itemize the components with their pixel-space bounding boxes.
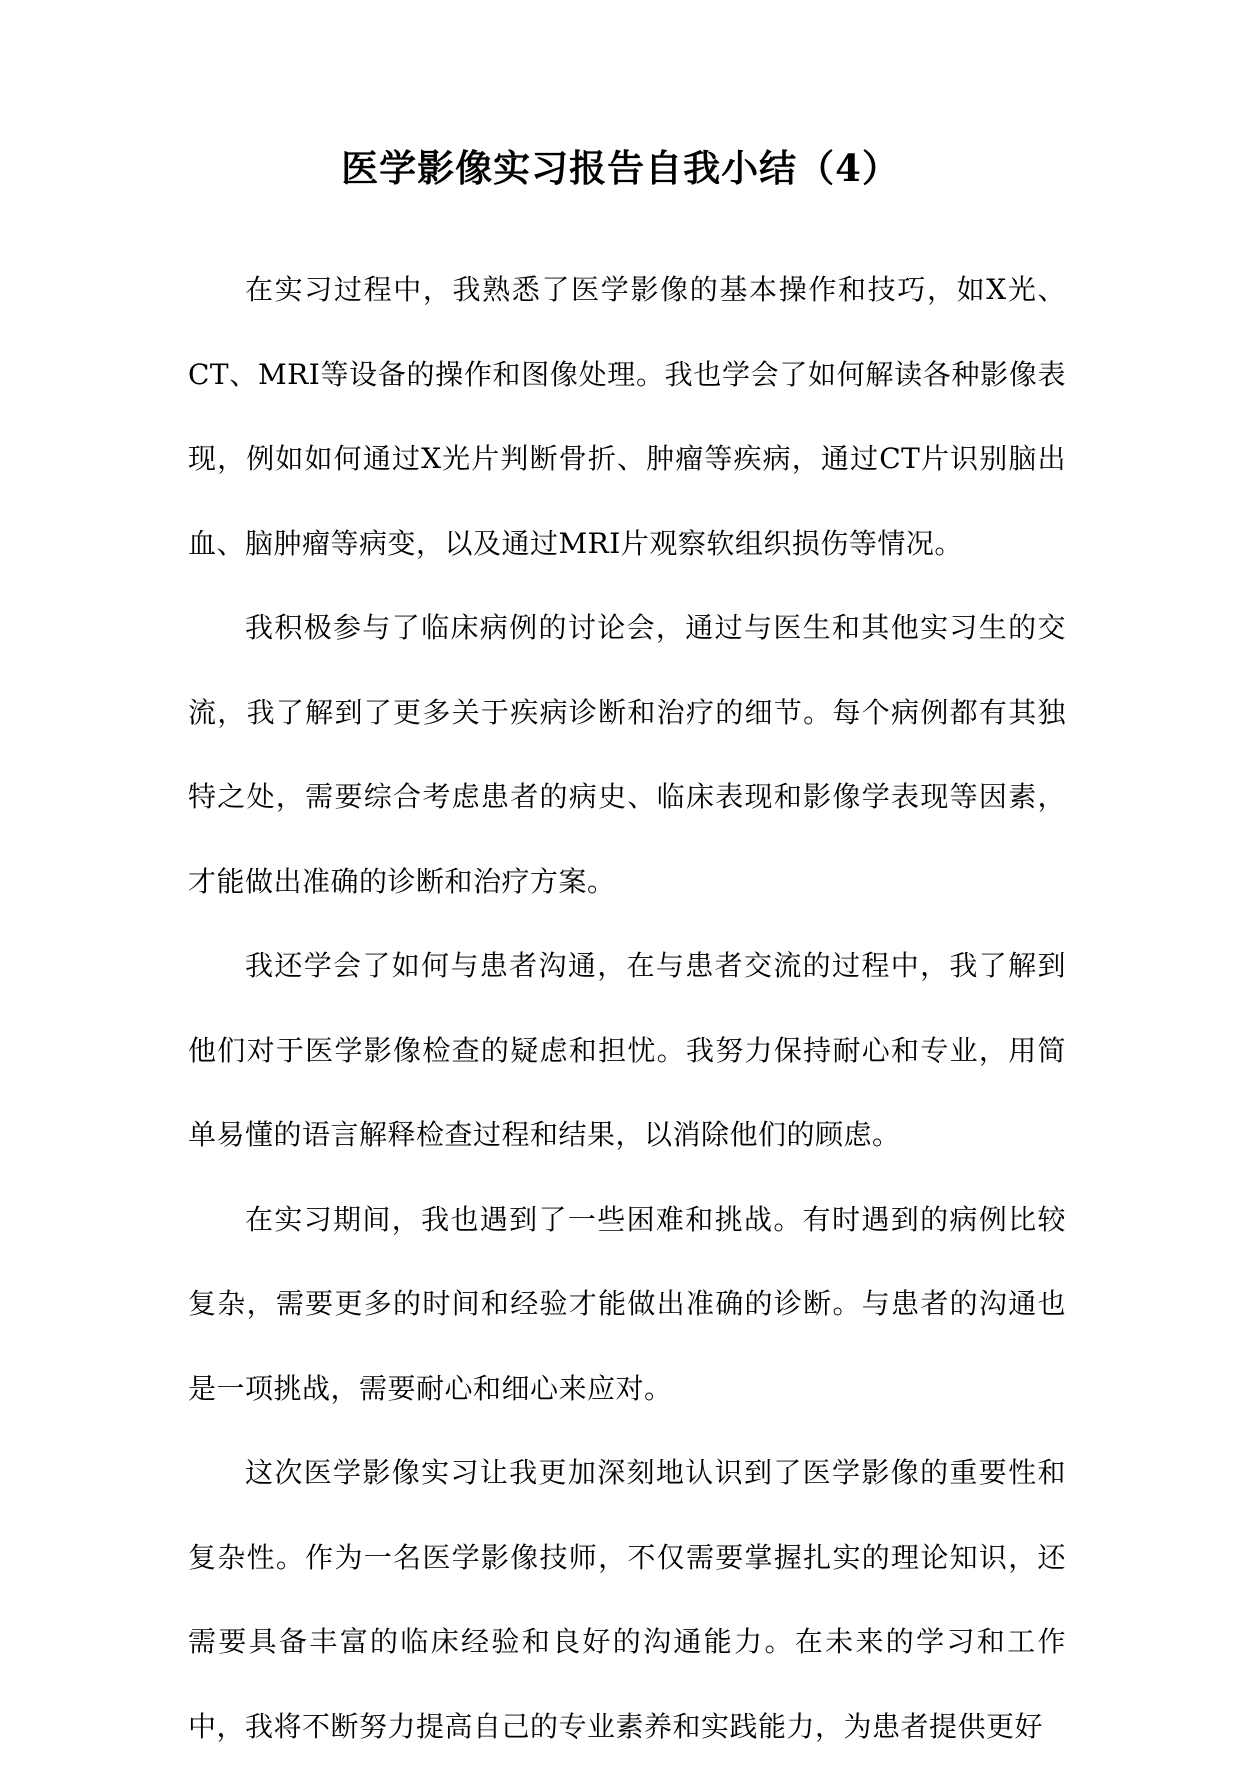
paragraph: 我还学会了如何与患者沟通，在与患者交流的过程中，我了解到他们对于医学影像检查的疑虑和担忧。我努力保持耐心和专业，用简单易懂的语言解释检查过程和结果，以消除他们的顾虑。 (188, 949, 1066, 1151)
document-title: 医学影像实习报告自我小结（4） (341, 146, 900, 190)
paragraph: 在实习过程中，我熟悉了医学影像的基本操作和技巧，如X光、CT、MRI等设备的操作和图像处理。我也学会了如何解读各种影像表现，例如如何通过X光片判断骨折、肿瘤等疾病，通过CT片识别脑出血、脑肿瘤等病变，以及通过MRI片观察软组织损伤等情况。 (188, 273, 1066, 560)
paragraph: 在实习期间，我也遇到了一些困难和挑战。有时遇到的病例比较复杂，需要更多的时间和经验才能做出准确的诊断。与患者的沟通也是一项挑战，需要耐心和细心来应对。 (188, 1202, 1066, 1405)
paragraph: 我积极参与了临床病例的讨论会，通过与医生和其他实习生的交流，我了解到了更多关于疾病诊断和治疗的细节。每个病例都有其独特之处，需要综合考虑患者的病史、临床表现和影像学表现等因素，才能做出准确的诊断和治疗方案。 (188, 611, 1066, 898)
document-body (188, 248, 1066, 1769)
paragraph: 这次医学影像实习让我更加深刻地认识到了医学影像的重要性和复杂性。作为一名医学影像技师，不仅需要掌握扎实的理论知识，还需要具备丰富的临床经验和良好的沟通能力。在未来的学习和工作中，我将不断努力提高自己的专业素养和实践能力，为患者提供更好 (188, 1456, 1066, 1743)
